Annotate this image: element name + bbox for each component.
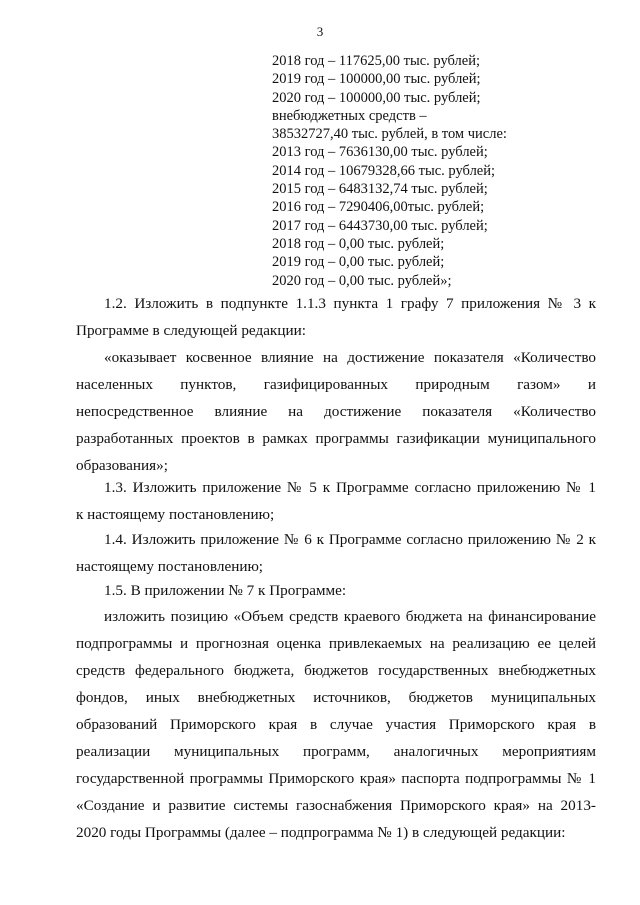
budget-line: 2018 год – 0,00 тыс. рублей; bbox=[272, 235, 445, 252]
text-line: «Создание и развитие системы газоснабжения Приморского края» на 2013- bbox=[76, 797, 596, 814]
paragraph-position-text bbox=[76, 603, 596, 846]
text-line: образований Приморского края в случае участия Приморского края в bbox=[76, 716, 596, 733]
text-line: реализации муниципальных программ, аналогичных мероприятиям bbox=[76, 743, 596, 760]
text-line: настоящему постановлению; bbox=[76, 558, 264, 575]
paragraph-1-4 bbox=[76, 526, 596, 580]
budget-line: 38532727,40 тыс. рублей, в том числе: bbox=[272, 126, 507, 143]
text-line: 2020 годы Программы (далее – подпрограмма № 1) в следующей редакции: bbox=[76, 824, 566, 841]
page-number: 3 bbox=[316, 24, 324, 39]
budget-line: 2019 год – 0,00 тыс. рублей; bbox=[272, 254, 445, 271]
text-line: фондов, иных внебюджетных источников, бюджетов муниципальных bbox=[76, 689, 596, 706]
budget-line: 2014 год – 10679328,66 тыс. рублей; bbox=[272, 162, 496, 179]
paragraph-1-2 bbox=[76, 290, 596, 344]
paragraph-1-3 bbox=[76, 474, 596, 528]
budget-line: 2020 год – 100000,00 тыс. рублей; bbox=[272, 89, 481, 106]
text-line: государственной программы Приморского края» паспорта подпрограммы № 1 bbox=[76, 770, 596, 787]
budget-line: 2013 год – 7636130,00 тыс. рублей; bbox=[272, 144, 488, 161]
text-line: 1.2. Изложить в подпункте 1.1.3 пункта 1 графу 7 приложения № 3 к bbox=[104, 295, 596, 312]
budget-line: 2018 год – 117625,00 тыс. рублей; bbox=[272, 53, 480, 69]
text-line: образования»; bbox=[76, 457, 168, 474]
budget-breakdown-list bbox=[272, 52, 507, 290]
budget-line: 2019 год – 100000,00 тыс. рублей; bbox=[272, 71, 481, 88]
budget-line: 2017 год – 6443730,00 тыс. рублей; bbox=[272, 217, 488, 234]
text-line: к настоящему постановлению; bbox=[76, 506, 275, 523]
text-line: 1.3. Изложить приложение № 5 к Программе согласно приложению № 1 bbox=[104, 479, 596, 496]
paragraph-quote bbox=[76, 344, 596, 479]
text-line: Программе в следующей редакции: bbox=[76, 322, 306, 339]
text-line: изложить позицию «Объем средств краевого бюджета на финансирование bbox=[104, 608, 596, 625]
paragraph-1-5 bbox=[76, 577, 596, 604]
text-line: подпрограммы и прогнозная оценка привлекаемых на реализацию ее целей bbox=[76, 635, 596, 652]
budget-line: внебюджетных средств – bbox=[272, 107, 427, 124]
text-line: средств федерального бюджета, бюджетов государственных внебюджетных bbox=[76, 662, 596, 679]
text-line: разработанных проектов в рамках программы газификации муниципального bbox=[76, 430, 596, 447]
budget-line: 2020 год – 0,00 тыс. рублей»; bbox=[272, 272, 452, 289]
text-line: населенных пунктов, газифицированных природным газом» и bbox=[76, 376, 596, 393]
text-line: «оказывает косвенное влияние на достижение показателя «Количество bbox=[104, 349, 596, 366]
budget-line: 2015 год – 6483132,74 тыс. рублей; bbox=[272, 181, 488, 198]
text-line: 1.5. В приложении № 7 к Программе: bbox=[104, 582, 347, 599]
text-line: непосредственное влияние на достижение показателя «Количество bbox=[76, 403, 596, 420]
budget-line: 2016 год – 7290406,00тыс. рублей; bbox=[272, 199, 485, 216]
text-line: 1.4. Изложить приложение № 6 к Программе согласно приложению № 2 к bbox=[104, 531, 596, 548]
